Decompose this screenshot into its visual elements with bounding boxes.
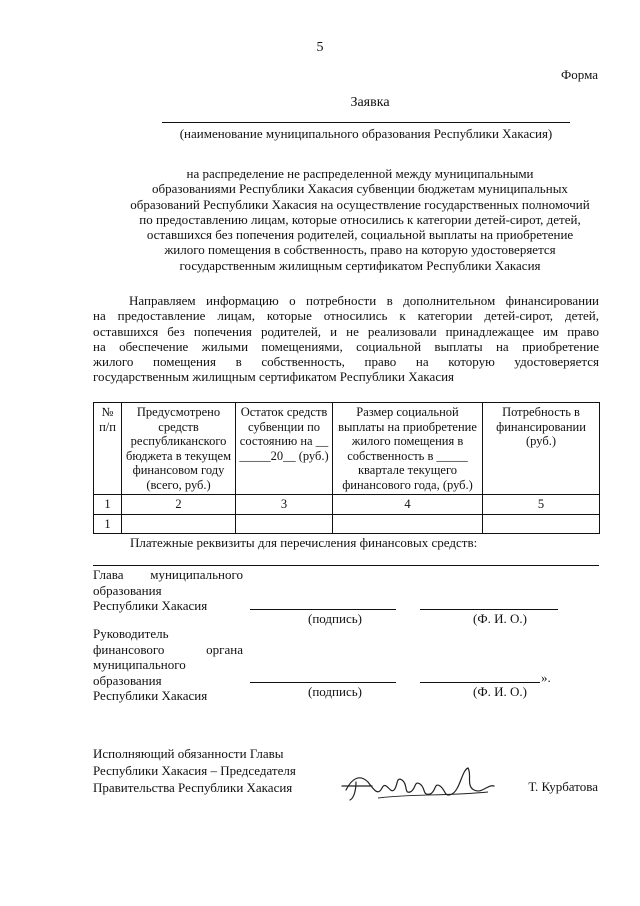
signer-name: Т. Курбатова (528, 779, 598, 794)
column-number: 5 (483, 495, 600, 515)
table-header-row (94, 403, 600, 495)
intro-paragraph (93, 293, 599, 385)
head-signatory-line: Глава муниципального (93, 567, 243, 582)
purpose-line: государственным жилищным сертификатом Республики Хакасия (179, 257, 541, 273)
footer-signatory (93, 745, 296, 796)
finance-signatory-line: образования (93, 672, 162, 688)
column-number: 3 (236, 495, 333, 515)
finance-signature-line (250, 682, 396, 683)
footer-line: Исполняющий обязанности Главы (93, 746, 284, 761)
purpose-line: оставшихся без попечения родителей, социальной выплаты на приобретение (146, 227, 574, 243)
page-number: 5 (316, 40, 324, 55)
table-row (94, 514, 600, 534)
header-cell-need: Потребность в финансировании (руб.) (483, 403, 600, 495)
header-cell-payment-size: Размер социальной выплаты на приобретение жилого помещения в собственность в _____ квартале текущего финансового года, (руб.) (333, 403, 483, 495)
handwritten-signature-icon (338, 760, 508, 810)
purpose-line: жилого помещения в собственность, право на которую удостоверяется (164, 242, 556, 258)
head-signatory-block (93, 567, 243, 614)
table-cell (122, 514, 236, 534)
closing-quote: ». (541, 670, 551, 685)
purpose-line: по предоставлению лицам, которые относились к категории детей-сирот, детей, (139, 211, 581, 227)
column-number: 4 (333, 495, 483, 515)
head-name-line (420, 609, 558, 610)
footer-line: Правительства Республики Хакасия (93, 780, 293, 795)
column-number: 2 (122, 495, 236, 515)
header-cell-budget: Предусмотрено средств республиканского бюджета в текущем финансовом году (всего, руб.) (122, 403, 236, 495)
header-cell-number: № п/п (94, 403, 122, 495)
payment-details-line (93, 565, 599, 566)
finance-signature-caption: (подпись) (308, 684, 362, 699)
finance-signatory-line: муниципального (93, 657, 186, 672)
document-title: Заявка (350, 95, 390, 110)
form-label: Форма (561, 67, 598, 82)
intro-line: на предоставление лицам, которые относились к категории детей-сирот, детей, (93, 308, 599, 324)
intro-line: на обеспечение жилыми помещениями, социальной выплаты на приобретение (93, 338, 599, 354)
table-cell (333, 514, 483, 534)
municipality-caption: (наименование муниципального образования Республики Хакасия) (179, 126, 553, 141)
head-signature-line (250, 609, 396, 610)
column-number-row (94, 495, 600, 515)
finance-signatory-line: Республики Хакасия (93, 688, 208, 703)
intro-line: жилого помещения в собственность, право на которую удостоверяется (93, 354, 599, 370)
head-signatory-line: образования (93, 582, 162, 598)
footer-line: Республики Хакасия – Председателя (93, 763, 296, 778)
head-signatory-line: Республики Хакасия (93, 598, 208, 613)
payment-details-label: Платежные реквизиты для перечисления финансовых средств: (130, 535, 478, 550)
purpose-line: образованиями Республики Хакасия субвенции бюджетам муниципальных (152, 181, 568, 197)
finance-signatory-line: Руководитель (93, 626, 169, 641)
intro-line: государственным жилищным сертификатом Республики Хакасия (93, 369, 455, 385)
purpose-line: на распределение не распределенной между муниципальными (186, 166, 534, 181)
table-cell (236, 514, 333, 534)
finance-name-line (420, 682, 540, 683)
financing-table (93, 402, 600, 534)
finance-signatory-line: финансового органа (93, 641, 243, 657)
finance-name-caption: (Ф. И. О.) (473, 684, 527, 699)
header-cell-balance: Остаток средств субвенции по состоянию на __ _____20__ (руб.) (236, 403, 333, 495)
purpose-paragraph (100, 166, 620, 273)
head-signature-caption: (подпись) (308, 611, 362, 626)
column-number: 1 (94, 495, 122, 515)
intro-line: Направляем информацию о потребности в дополнительном финансировании (129, 293, 599, 308)
intro-line: оставшихся без попечения родителей, и не реализовали принадлежащее им право (93, 323, 599, 339)
municipality-name-line (162, 122, 570, 123)
purpose-line: образований Республики Хакасия на осуществление государственных полномочий (130, 196, 590, 212)
table-cell: 1 (94, 514, 122, 534)
table-cell (483, 514, 600, 534)
head-name-caption: (Ф. И. О.) (473, 611, 527, 626)
finance-signatory-block (93, 626, 243, 704)
